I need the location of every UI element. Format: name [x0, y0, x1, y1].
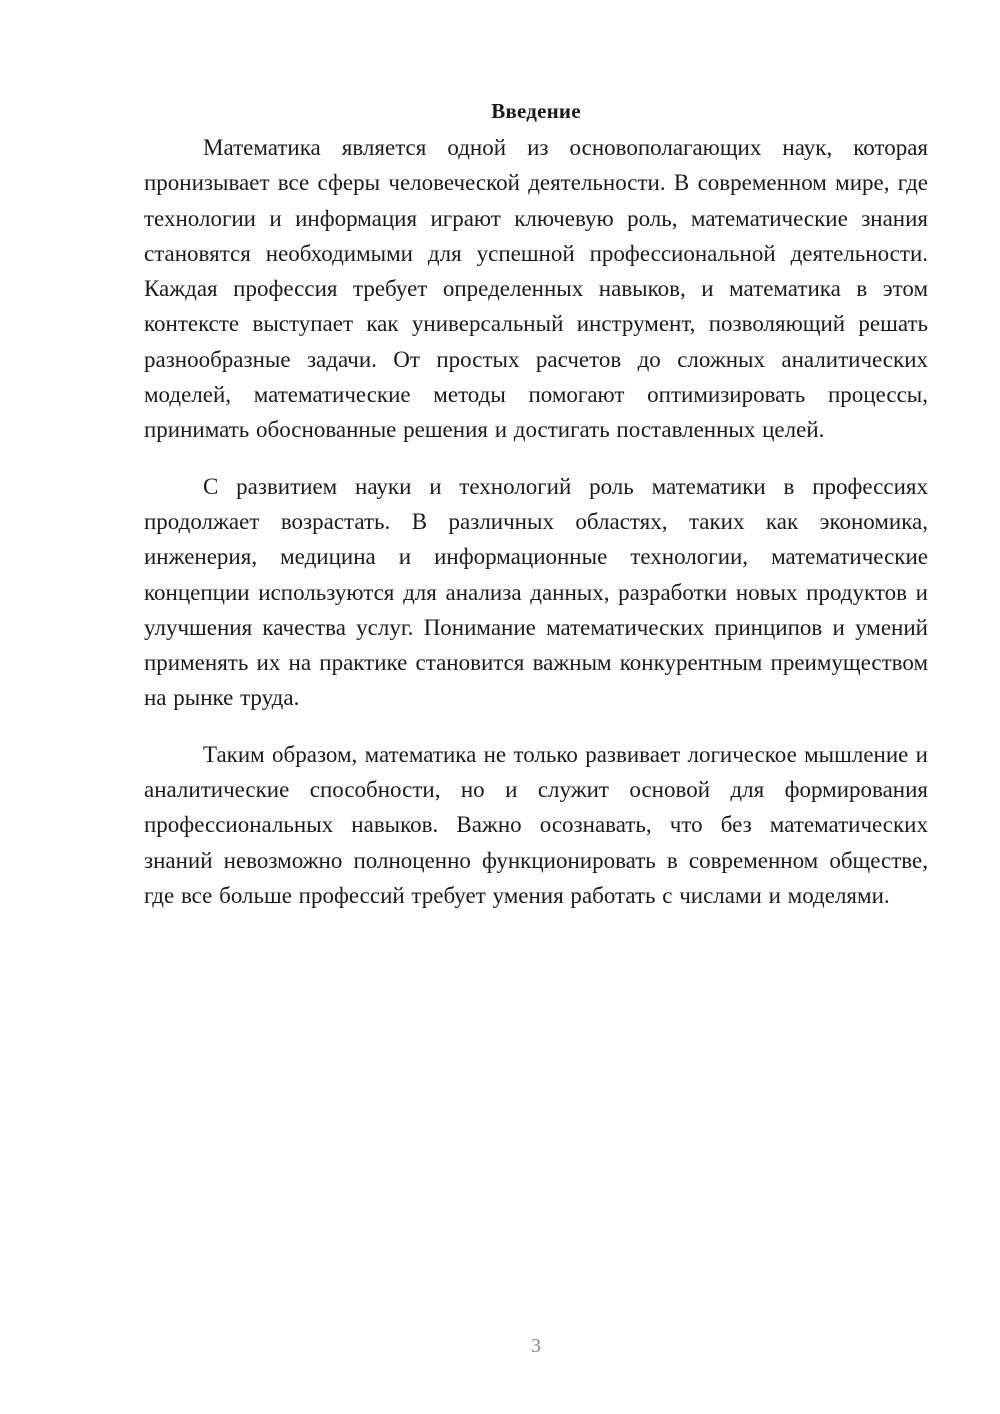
- paragraph-2: С развитием науки и технологий роль математики в профессиях продолжает возрастать. В различных областях, таких как экономика, инженерия, медицина и информационные технологии, математические концепции используются для анализа данных, разработки новых продуктов и улучшения качества услуг. Понимание математических принципов и умений применять их на практике становится важным конкурентным преимуществом на рынке труда.: [144, 473, 928, 711]
- page-content: [144, 96, 928, 934]
- section-heading: Введение: [491, 99, 581, 123]
- paragraph-1: Математика является одной из основополагающих наук, которая пронизывает все сферы человеческой деятельности. В современном мире, где технологии и информация играют ключевую роль, математические знания становятся необходимыми для успешной профессиональной деятельности. Каждая профессия требует определенных навыков, и математика в этом контексте выступает как универсальный инструмент, позволяющий решать разнообразные задачи. От простых расчетов до сложных аналитических моделей, математические методы помогают оптимизировать процессы, принимать обоснованные решения и достигать поставленных целей.: [144, 135, 928, 443]
- paragraph-3: Таким образом, математика не только развивает логическое мышление и аналитические способности, но и служит основой для формирования профессиональных навыков. Важно осознавать, что без математических знаний невозможно полноценно функционировать в современном обществе, где все больше профессий требует умения работать с числами и моделями.: [144, 741, 928, 908]
- page-number: 3: [531, 1335, 541, 1357]
